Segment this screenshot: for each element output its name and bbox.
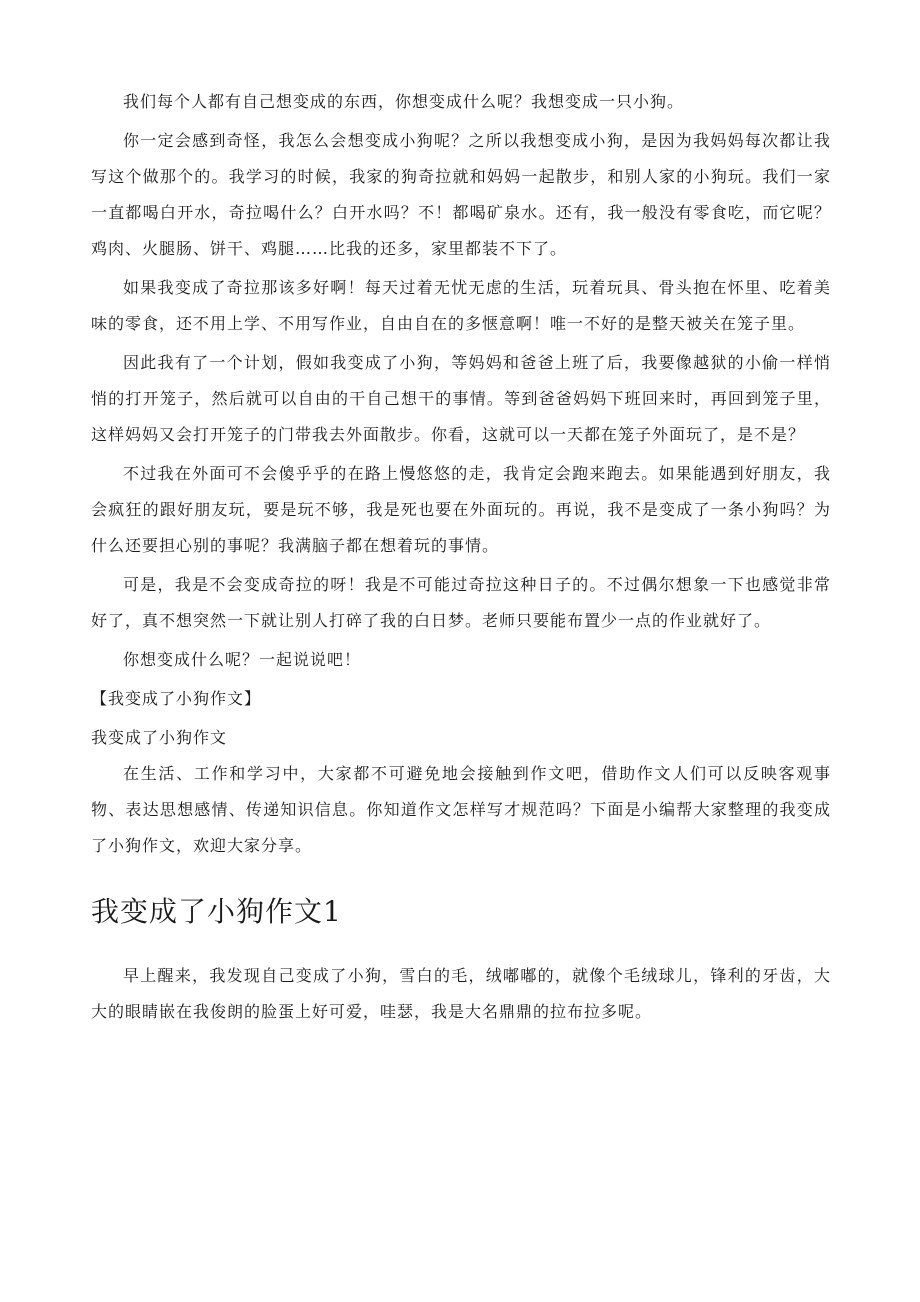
paragraph: 你想变成什么呢？一起说说吧！: [123, 650, 362, 669]
paragraph: 我们每个人都有自己想变成的东西，你想变成什么呢？我想变成一只小狗。: [123, 92, 685, 111]
essay-paragraph: 早上醒来，我发现自己变成了小狗，雪白的毛，绒嘟嘟的，就像个毛绒球儿，锋利的牙齿，大大的眼睛嵌在我俊朗的脸蛋上好可爱，哇瑟，我是大名鼎鼎的拉布拉多呢。: [91, 966, 831, 1021]
essay-heading: 我变成了小狗作文1: [91, 895, 342, 928]
paragraph: 你一定会感到奇怪，我怎么会想变成小狗呢？之所以我想变成小狗，是因为我妈妈每次都让我写这个做那个的。我学习的时候，我家的狗奇拉就和妈妈一起散步，和别人家的小狗玩。我们一家一直都喝白开水，奇拉喝什么？白开水吗？不！都喝矿泉水。还有，我一般没有零食吃，而它呢？鸡肉、火腿肠、饼干、鸡腿……比我的还多，家里都装不下了。: [91, 131, 831, 258]
paragraph: 如果我变成了奇拉那该多好啊！每天过着无忧无虑的生活，玩着玩具、骨头抱在怀里、吃着美味的零食，还不用上学、不用写作业，自由自在的多惬意啊！唯一不好的是整天被关在笼子里。: [91, 278, 831, 333]
paragraph: 不过我在外面可不会傻乎乎的在路上慢悠悠的走，我肯定会跑来跑去。如果能遇到好朋友，我会疯狂的跟好朋友玩，要是玩不够，我是死也要在外面玩的。再说，我不是变成了一条小狗吗？为什么还要担心别的事呢？我满脑子都在想着玩的事情。: [91, 464, 831, 555]
paragraph: 可是，我是不会变成奇拉的呀！我是不可能过奇拉这种日子的。不过偶尔想象一下也感觉非常好了，真不想突然一下就让别人打碎了我的白日梦。老师只要能布置少一点的作业就好了。: [91, 575, 831, 630]
intro-paragraph: 在生活、工作和学习中，大家都不可避免地会接触到作文吧，借助作文人们可以反映客观事物、表达思想感情、传递知识信息。你知道作文怎样写才规范吗？下面是小编帮大家整理的我变成了小狗作文，欢迎大家分享。: [91, 764, 831, 855]
paragraph: 因此我有了一个计划，假如我变成了小狗，等妈妈和爸爸上班了后，我要像越狱的小偷一样悄悄的打开笼子，然后就可以自由的干自己想干的事情。等到爸爸妈妈下班回来时，再回到笼子里，这样妈妈又会打开笼子的门带我去外面散步。你看，这就可以一天都在笼子外面玩了，是不是？: [91, 353, 831, 444]
document-page: [91, 84, 831, 1030]
bracket-title: 【我变成了小狗作文】: [91, 689, 262, 708]
section-title: 我变成了小狗作文: [91, 728, 228, 747]
